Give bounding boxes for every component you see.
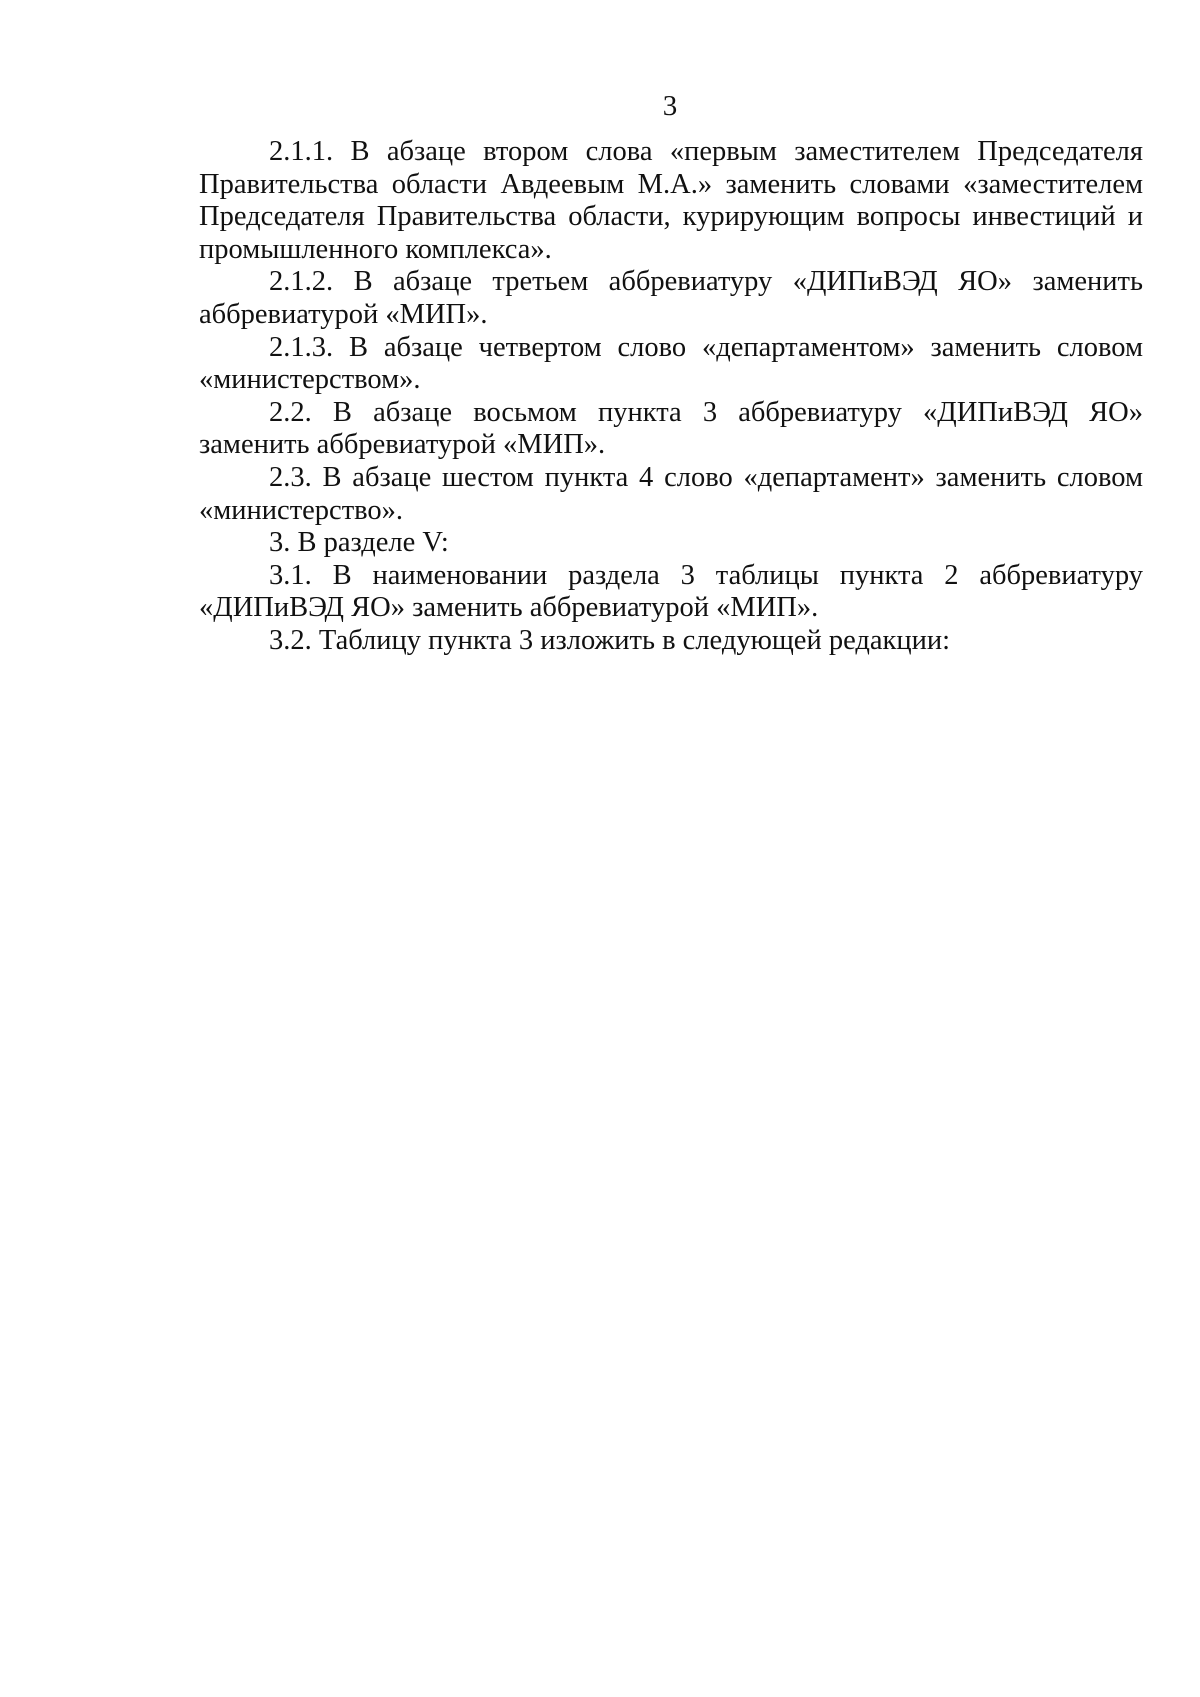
paragraph-3-2: 3.2. Таблицу пункта 3 изложить в следующей редакции: <box>269 624 951 656</box>
page-number: 3 <box>662 90 678 122</box>
paragraph-2-1-1: 2.1.1. В абзаце втором слова «первым заместителем Председателя Правительства области Авдеевым М.А.» заменить словами «заместителем Председателя Правительства области, курирующим вопросы инвестиций и промышленного комплекса». <box>199 136 1143 265</box>
paragraph-2-1-2: 2.1.2. В абзаце третьем аббревиатуру «ДИПиВЭД ЯО» заменить аббревиатурой «МИП». <box>199 266 1143 330</box>
paragraph-2-2: 2.2. В абзаце восьмом пункта 3 аббревиатуру «ДИПиВЭД ЯО» заменить аббревиатурой «МИП». <box>199 396 1143 461</box>
paragraph-3: 3. В разделе V: <box>269 527 449 559</box>
paragraph-2-1-3: 2.1.3. В абзаце четвертом слово «департаментом» заменить словом «министерством». <box>199 331 1143 396</box>
document-body <box>199 136 1143 658</box>
paragraph-2-3: 2.3. В абзаце шестом пункта 4 слово «департамент» заменить словом «министерство». <box>199 461 1143 526</box>
paragraph-3-1: 3.1. В наименовании раздела 3 таблицы пункта 2 аббревиатуру «ДИПиВЭД ЯО» заменить аббревиатурой «МИП». <box>199 559 1143 624</box>
